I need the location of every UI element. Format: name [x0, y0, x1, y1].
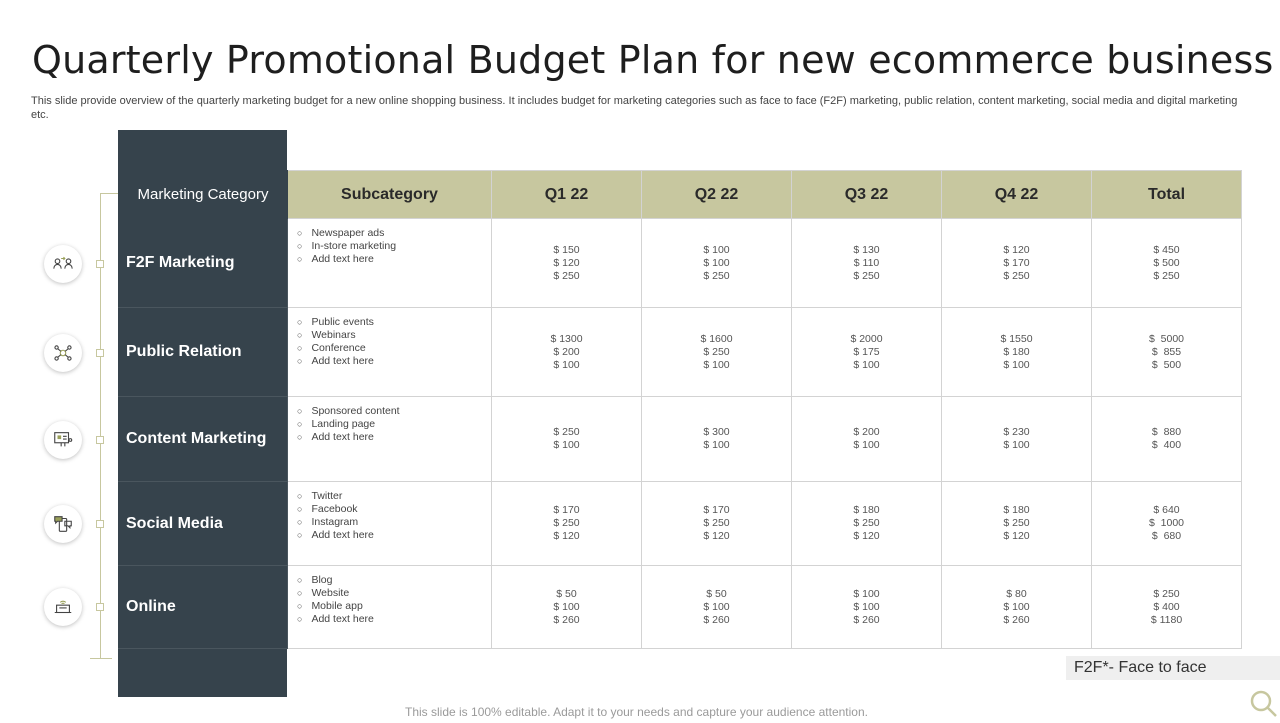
- q4-cell: $ 80 $ 100 $ 260: [942, 566, 1092, 649]
- timeline-node: [96, 260, 104, 268]
- header-marketing-category: Marketing Category: [119, 171, 288, 219]
- total-cell: $ 880 $ 400: [1092, 397, 1242, 482]
- subcategory-item: ○ Webinars: [297, 329, 491, 342]
- table-row: [119, 219, 1242, 308]
- q4-cell: $ 180 $ 250 $ 120: [942, 482, 1092, 566]
- subcategory-cell: [288, 482, 492, 566]
- footer-note: This slide is 100% editable. Adapt it to your needs and capture your audience attention.: [405, 705, 868, 719]
- category-cell: F2F Marketing: [119, 219, 288, 308]
- subcategory-item: ○ Public events: [297, 316, 491, 329]
- q1-cell: $ 50 $ 100 $ 260: [492, 566, 642, 649]
- total-cell: $ 5000 $ 855 $ 500: [1092, 308, 1242, 397]
- subcategory-item: ○ Blog: [297, 574, 491, 587]
- q4-cell: $ 120 $ 170 $ 250: [942, 219, 1092, 308]
- subcategory-cell: [288, 219, 492, 308]
- header-q2: Q2 22: [642, 171, 792, 219]
- header-q4: Q4 22: [942, 171, 1092, 219]
- subcategory-item: ○ Add text here: [297, 355, 491, 368]
- subcategory-cell: [288, 566, 492, 649]
- category-cell: Social Media: [119, 482, 288, 566]
- q1-cell: $ 1300 $ 200 $ 100: [492, 308, 642, 397]
- subcategory-cell: [288, 308, 492, 397]
- q1-cell: $ 170 $ 250 $ 120: [492, 482, 642, 566]
- timeline-node: [96, 436, 104, 444]
- table-header-row: [119, 171, 1242, 219]
- laptop-wifi-icon: [44, 588, 82, 626]
- table-row: [119, 308, 1242, 397]
- subcategory-item: ○ Twitter: [297, 490, 491, 503]
- subcategory-item: ○ Landing page: [297, 418, 491, 431]
- subcategory-item: ○ Sponsored content: [297, 405, 491, 418]
- timeline-node: [96, 520, 104, 528]
- q4-cell: $ 230 $ 100: [942, 397, 1092, 482]
- people-exchange-icon: [44, 245, 82, 283]
- presentation-board-icon: [44, 421, 82, 459]
- page-subtitle: This slide provide overview of the quarterly marketing budget for a new online shopping business. It includes budget for marketing categories such as face to face (F2F) marketing, public relation, content marketing, social media and digital marketing etc.: [31, 95, 1238, 121]
- subcategory-item: ○ Newspaper ads: [297, 227, 491, 240]
- total-cell: $ 250 $ 400 $ 1180: [1092, 566, 1242, 649]
- people-network-icon: [44, 334, 82, 372]
- q2-cell: $ 300 $ 100: [642, 397, 792, 482]
- subcategory-item: ○ Add text here: [297, 431, 491, 444]
- timeline-top-connector: [100, 193, 118, 194]
- q1-cell: $ 250 $ 100: [492, 397, 642, 482]
- header-q3: Q3 22: [792, 171, 942, 219]
- q3-cell: $ 2000 $ 175 $ 100: [792, 308, 942, 397]
- category-cell: Public Relation: [119, 308, 288, 397]
- subcategory-item: ○ Facebook: [297, 503, 491, 516]
- timeline-bottom-cap: [90, 658, 112, 659]
- subcategory-item: ○ Instagram: [297, 516, 491, 529]
- q1-cell: $ 150 $ 120 $ 250: [492, 219, 642, 308]
- q3-cell: $ 130 $ 110 $ 250: [792, 219, 942, 308]
- subcategory-item: ○ Conference: [297, 342, 491, 355]
- total-cell: $ 450 $ 500 $ 250: [1092, 219, 1242, 308]
- table-row: [119, 566, 1242, 649]
- table-row: [119, 397, 1242, 482]
- budget-table: [118, 170, 1242, 649]
- q2-cell: $ 100 $ 100 $ 250: [642, 219, 792, 308]
- total-cell: $ 640 $ 1000 $ 680: [1092, 482, 1242, 566]
- subcategory-item: ○ Mobile app: [297, 600, 491, 613]
- legend-note: F2F*- Face to face: [1066, 656, 1280, 680]
- page-title: Quarterly Promotional Budget Plan for new ecommerce business: [32, 38, 1274, 82]
- q2-cell: $ 50 $ 100 $ 260: [642, 566, 792, 649]
- header-total: Total: [1092, 171, 1242, 219]
- timeline-node: [96, 603, 104, 611]
- subcategory-cell: [288, 397, 492, 482]
- q2-cell: $ 1600 $ 250 $ 100: [642, 308, 792, 397]
- magnifier-icon[interactable]: [1248, 688, 1278, 718]
- q4-cell: $ 1550 $ 180 $ 100: [942, 308, 1092, 397]
- q2-cell: $ 170 $ 250 $ 120: [642, 482, 792, 566]
- q3-cell: $ 180 $ 250 $ 120: [792, 482, 942, 566]
- table-row: [119, 482, 1242, 566]
- subcategory-item: ○ Add text here: [297, 253, 491, 266]
- q3-cell: $ 200 $ 100: [792, 397, 942, 482]
- subcategory-item: ○ In-store marketing: [297, 240, 491, 253]
- chat-phone-icon: [44, 505, 82, 543]
- category-cell: Online: [119, 566, 288, 649]
- subcategory-item: ○ Add text here: [297, 529, 491, 542]
- q3-cell: $ 100 $ 100 $ 260: [792, 566, 942, 649]
- subcategory-item: ○ Website: [297, 587, 491, 600]
- subcategory-item: ○ Add text here: [297, 613, 491, 626]
- category-cell: Content Marketing: [119, 397, 288, 482]
- header-subcategory: Subcategory: [288, 171, 492, 219]
- header-q1: Q1 22: [492, 171, 642, 219]
- timeline-node: [96, 349, 104, 357]
